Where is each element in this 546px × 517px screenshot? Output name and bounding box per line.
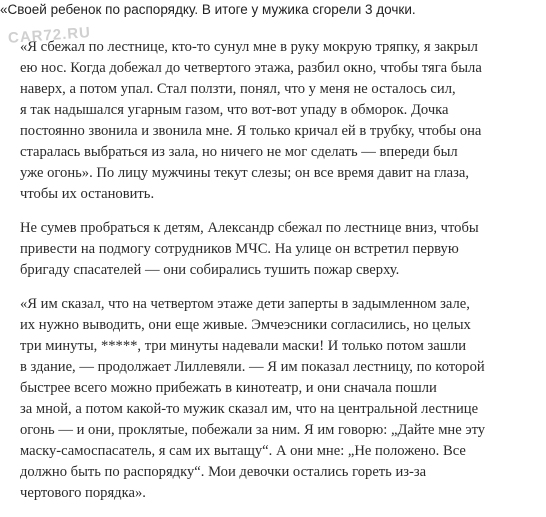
watermark-logo: CAR72.RU <box>7 24 92 47</box>
paragraph-line: «Я им сказал, что на четвертом этаже дети заперты в задымленном зале, <box>20 296 470 312</box>
paragraph-line: «Я сбежал по лестнице, кто-то сунул мне в руку мокрую тряпку, я закрыл <box>20 39 478 55</box>
article-paragraph <box>20 218 540 281</box>
paragraph-line: привести на подмогу сотрудников МЧС. На улице он встретил первую <box>20 241 459 257</box>
paragraph-line: ею нос. Когда добежал до четвертого этажа, разбил окно, чтобы тяга была <box>20 60 482 76</box>
paragraph-line: я так надышался угарным газом, что вот-вот упаду в обморок. Дочка <box>20 102 449 118</box>
paragraph-line: чтобы их остановить. <box>20 186 155 202</box>
paragraph-line: старалась выбраться из зала, но ничего не мог сделать — впереди был <box>20 144 458 160</box>
top-text-line: «Своей ребенок по распорядку. В итоге у мужика сгорели 3 дочки. <box>0 2 416 17</box>
article-paragraph <box>20 37 540 205</box>
paragraph-line: три минуты, *****, три минуты надевали маски! И только потом зашли <box>20 338 467 354</box>
paragraph-line: в здание, — продолжает Лиллевяли. — Я им показал лестницу, по которой <box>20 359 485 375</box>
paragraph-line: постоянно звонила и звонила мне. Я только кричал ей в трубку, чтобы она <box>20 123 482 139</box>
paragraph-line: маску-самоспасатель, я сам их вытащу“. А они мне: „Не положено. Все <box>20 443 466 459</box>
paragraph-line: уже огонь». По лицу мужчины текут слезы; он все время давит на глаза, <box>20 165 470 181</box>
paragraph-line: их нужно выводить, они еще живые. Эмчеэсники согласились, но целых <box>20 317 471 333</box>
paragraph-line: бригаду спасателей — они собирались тушить пожар сверху. <box>20 262 400 278</box>
paragraph-line: огонь — и они, проклятые, побежали за ним. Я им говорю: „Дайте мне эту <box>20 422 486 438</box>
article-paragraph <box>20 294 540 504</box>
paragraph-line: чертового порядка». <box>20 485 146 501</box>
paragraph-line: за мной, а потом какой-то мужик сказал им, что на центральной лестнице <box>20 401 479 417</box>
paragraph-line: наверх, а потом упал. Стал ползти, понял, что у меня не осталось сил, <box>20 81 456 97</box>
article-body <box>20 37 540 517</box>
paragraph-line: должно быть по распорядку“. Мои девочки остались гореть из-за <box>20 464 427 480</box>
paragraph-line: быстрее всего можно прибежать в кинотеатр, и они сначала пошли <box>20 380 437 396</box>
paragraph-line: Не сумев пробраться к детям, Александр сбежал по лестнице вниз, чтобы <box>20 220 479 236</box>
